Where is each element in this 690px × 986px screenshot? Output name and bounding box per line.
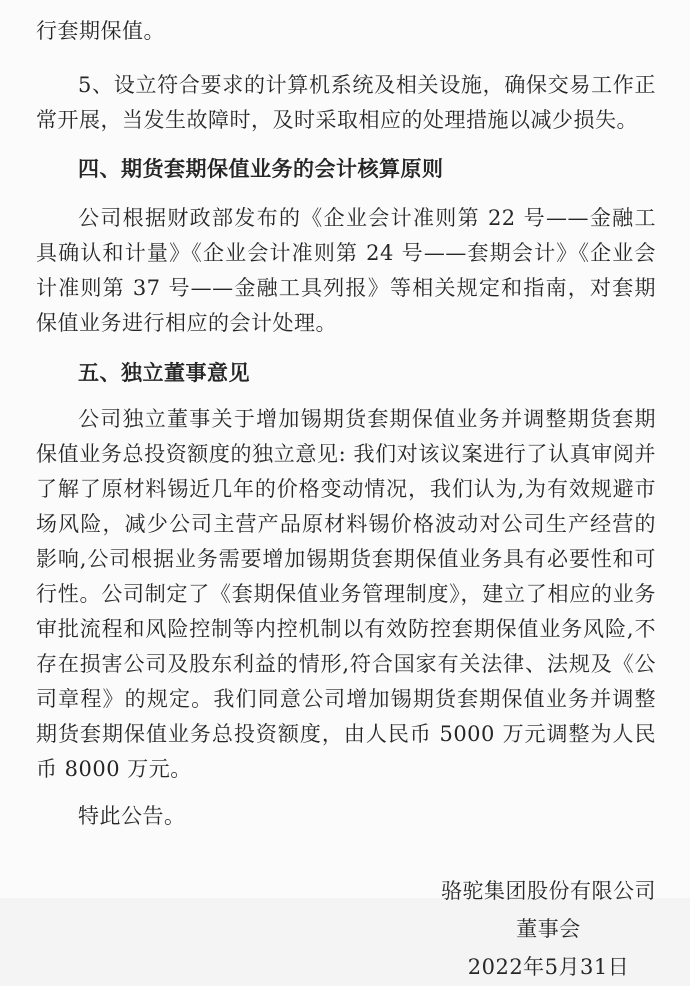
signature-block <box>441 872 656 986</box>
section-5-heading: 五、独立董事意见 <box>78 360 250 385</box>
paragraph-item-5: 5、设立符合要求的计算机系统及相关设施，确保交易工作正常开展，当发生故障时，及时采取相应的处理措施以减少损失。 <box>36 73 656 132</box>
signature-issuer: 董事会 <box>516 917 581 941</box>
signature-date: 2022年5月31日 <box>467 955 630 979</box>
continuation-line: 行套期保值。 <box>36 19 165 43</box>
closing-line: 特此公告。 <box>78 804 186 828</box>
signature-company-name: 骆驼集团股份有限公司 <box>441 879 656 903</box>
section-4-paragraph: 公司根据财政部发布的《企业会计准则第 22 号——金融工具确认和计量》《企业会计准则第 24 号——套期会计》《企业会计准则第 37 号——金融工具列报》等相关规定和指南，对套期保值业务进行相应的会计处理。 <box>36 206 656 335</box>
section-5-paragraph: 公司独立董事关于增加锡期货套期保值业务并调整期货套期保值业务总投资额度的独立意见: 我们对该议案进行了认真审阅并了解了原材料锡近几年的价格变动情况，我们认为,为有效规避市场风险，减少公司主营产品原材料锡价格波动对公司生产经营的影响,公司根据业务需要增加锡期货套期保值业务具有必要性和可行性。公司制定了《套期保值业务管理制度》，建立了相应的业务审批流程和风险控制等内控机制以有效防控套期保值业务风险,不存在损害公司及股东利益的情形,符合国家有关法律、法规及《公司章程》的规定。我们同意公司增加锡期货套期保值业务并调整期货套期保值业务总投资额度，由人民币 5000 万元调整为人民币 8000 万元。 <box>36 407 656 781</box>
section-4-heading: 四、期货套期保值业务的会计核算原则 <box>78 156 444 181</box>
